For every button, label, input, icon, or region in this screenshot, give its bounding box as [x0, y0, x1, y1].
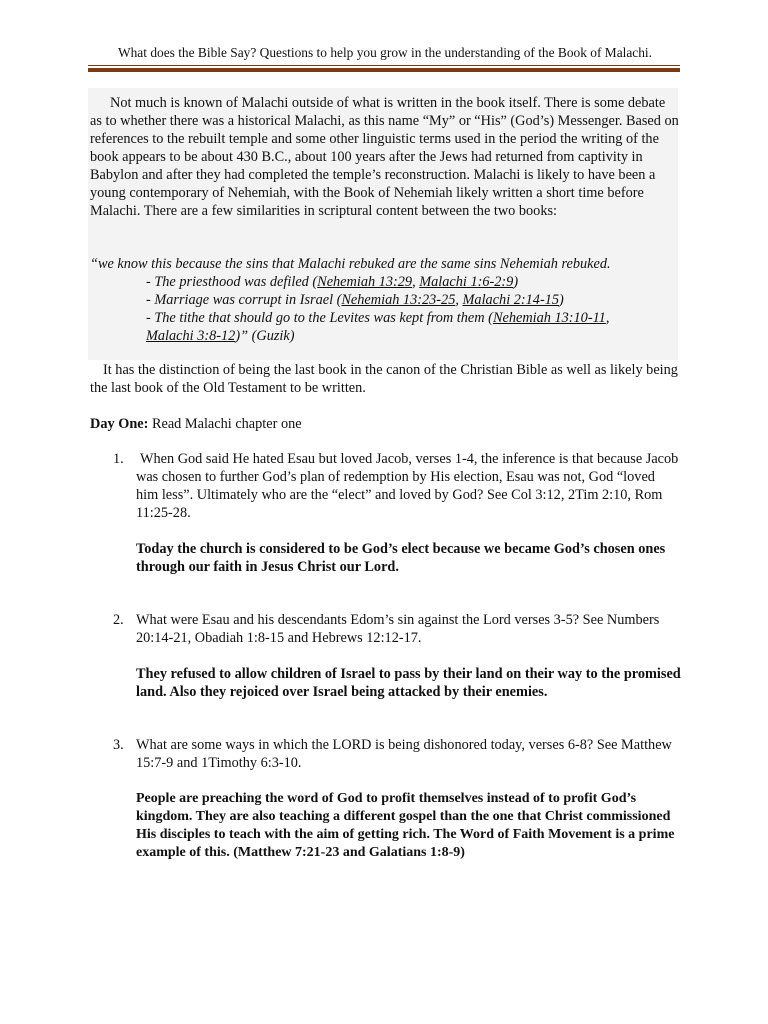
question-text: When God said He hated Esau but loved Jacob, verses 1-4, the inference is that because Jacob was chosen to further God’s plan of redemption by His election, Esau was not, God “loved him less”. Ultimately who are the “elect” and loved by God? See Col 3:12, 2Tim 2:10, Rom 11:25-28.: [136, 451, 679, 521]
answer-1: Today the church is considered to be God’s elect because we became God’s chosen ones through our faith in Jesus Christ our Lord.: [136, 541, 666, 575]
page-header: What does the Bible Say? Questions to help you grow in the understanding of the Book of Malachi.: [117, 45, 653, 60]
quote-item-priesthood: - The priesthood was defiled (Nehemiah 13:29, Malachi 1:6-2:9): [146, 274, 519, 290]
link-malachi-1-6-2-9[interactable]: Malachi 1:6-2:9: [419, 274, 514, 290]
day-one-label: Day One:: [90, 416, 149, 432]
day-one-heading: [90, 415, 680, 433]
guzik-quote: [90, 255, 680, 345]
header-rule-thick: [88, 68, 680, 72]
quote-item-marriage: - Marriage was corrupt in Israel (Nehemiah 13:23-25, Malachi 2:14-15): [146, 292, 564, 308]
link-nehemiah-13-23-25[interactable]: Nehemiah 13:23-25: [341, 292, 456, 308]
intro-paragraph: [90, 94, 680, 220]
question-number: 3.: [113, 737, 124, 753]
link-malachi-3-8-12[interactable]: Malachi 3:8-12: [146, 328, 236, 344]
quote-lead: “we know this because the sins that Malachi rebuked are the same sins Nehemiah rebuked.: [90, 256, 611, 272]
quote-item-tithe: - The tithe that should go to the Levites was kept from them (Nehemiah 13:10-11,: [146, 310, 610, 326]
question-2: [113, 611, 680, 647]
question-3: [113, 736, 680, 772]
quote-item-tithe-cont: Malachi 3:8-12)” (Guzik): [146, 328, 295, 344]
canon-paragraph: It has the distinction of being the last book in the canon of the Christian Bible as well as likely being the last book of the Old Testament to be written.: [90, 362, 678, 396]
link-malachi-2-14-15[interactable]: Malachi 2:14-15: [462, 292, 559, 308]
question-number: 1.: [113, 451, 124, 467]
question-text: What are some ways in which the LORD is being dishonored today, verses 6-8? See Matthew 15:7-9 and 1Timothy 6:3-10.: [136, 737, 672, 771]
header-rule-thin: [88, 65, 680, 66]
question-number: 2.: [113, 612, 124, 628]
intro-text: Not much is known of Malachi outside of what is written in the book itself. There is some debate as to whether there was a historical Malachi, as this name “My” or “His” (God’s) Messenger. Based on references to the rebuilt temple and some other linguistic terms used in the period the writing of the book appears to be about 430 B.C., about 100 years after the Jews had returned from captivity in Babylon and after they had completed the temple’s reconstruction. Malachi is likely to have been a young contemporary of Nehemiah, with the Book of Nehemiah likely written a short time before Malachi. There are a few similarities in scriptural content between the two books:: [90, 95, 679, 219]
answer-3: People are preaching the word of God to profit themselves instead of to profit God’s kingdom. They are also teaching a different gospel than the one that Christ commissioned His disciples to teach with the aim of getting rich. The Word of Faith Movement is a prime example of this. (Matthew 7:21-23 and Galatians 1:8-9): [136, 791, 675, 860]
day-one-text: Read Malachi chapter one: [148, 416, 302, 432]
answer-2: They refused to allow children of Israel to pass by their land on their way to the promised land. Also they rejoiced over Israel being attacked by their enemies.: [136, 666, 681, 700]
link-nehemiah-13-10-11[interactable]: Nehemiah 13:10-11: [492, 310, 606, 326]
link-nehemiah-13-29[interactable]: Nehemiah 13:29: [317, 274, 413, 290]
question-text: What were Esau and his descendants Edom’s sin against the Lord verses 3-5? See Numbers 20:14-21, Obadiah 1:8-15 and Hebrews 12:12-17.: [136, 612, 660, 646]
question-1: [113, 450, 680, 522]
